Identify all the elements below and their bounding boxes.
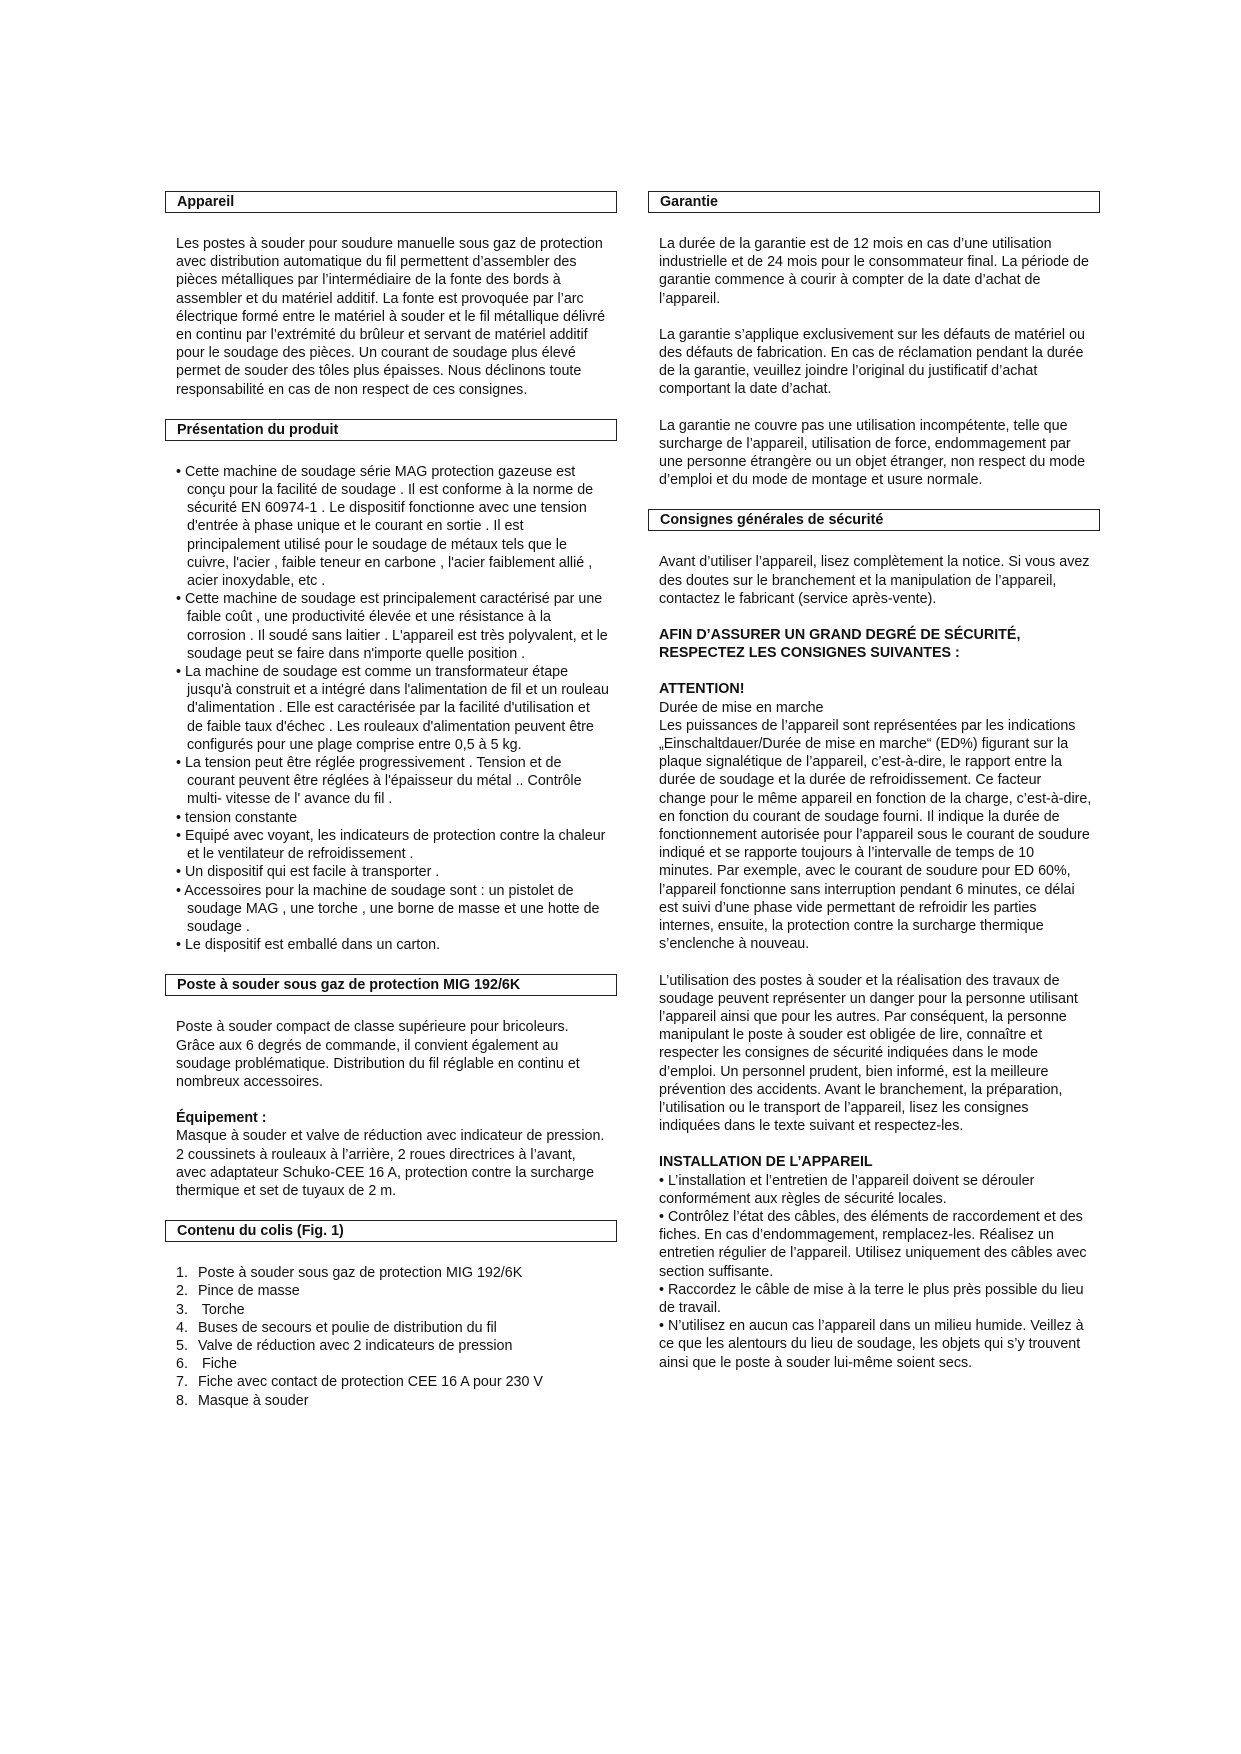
consignes-paragraph-1: Avant d’utiliser l’appareil, lisez complètement la notice. Si vous avez des doutes sur le branchement et la manipulation de l’appareil, contactez le fabricant (service après-vente). xyxy=(659,554,1090,607)
section-heading-contenu: Contenu du colis (Fig. 1) xyxy=(165,1220,617,1242)
list-item: 1. Poste à souder sous gaz de protection MIG 192/6K xyxy=(176,1265,523,1282)
consignes-paragraph-2: Les puissances de l’appareil sont représentées par les indications „Einschaltdauer/Durée de mise en marche“ (ED%) figurant sur la plaque signalétique de l’appareil, c’est-à-dire, le rapport entre la durée de soudage et la durée de refroidissement. Ce facteur change pour le même appareil en fonction de la charge, c’est-à-dire, en fonction du courant de soudage fourni. Il indique la durée de fonctionnement autorisée pour l’appareil sous le courant de soudure indiqué et se rapporte toujours à l’intervalle de temps de 10 minutes. Par exemple, avec le courant de soudure pour ED 60%, l’appareil fonctionne sans interruption pendant 6 minutes, ce délai est suivi d’une phase vide permettant de refroidir les parties internes, ensuite, la protection contre la surcharge thermique s’enclenche à nouveau. xyxy=(659,717,1092,953)
list-item: • Raccordez le câble de mise à la terre le plus près possible du lieu de travail. xyxy=(659,1281,1084,1316)
garantie-paragraph-1: La durée de la garantie est de 12 mois en cas d’une utilisation industrielle et de 24 mois pour le consommateur final. La période de garantie commence à courir à compter de la date d’achat de l’appareil. xyxy=(659,236,1089,307)
list-item: • La tension peut être réglée progressivement . Tension et de courant peuvent être réglées à l'épaisseur du métal .. Contrôle multi- vitesse de l' avance du fil . xyxy=(176,755,582,808)
list-item: • Le dispositif est emballé dans un carton. xyxy=(176,937,441,954)
consignes-paragraph-3: L’utilisation des postes à souder et la réalisation des travaux de soudage peuvent représenter un danger pour la personne utilisant l’appareil ainsi que pour les autres. Par conséquent, la personne manipulant le poste à souder est obligée de lire, connaître et respecter les consignes de sécurité indiquées dans le mode d’emploi. Un personnel prudent, bien informé, est la meilleure prévention des accidents. Avant le branchement, la préparation, l’utilisation ou le transport de l’appareil, lisez les consignes indiquées dans le texte suivant et respectez-les. xyxy=(659,972,1078,1135)
list-item: • tension constante xyxy=(176,809,298,826)
equipment-label: Équipement : xyxy=(176,1110,267,1127)
list-item: 7. Fiche avec contact de protection CEE 16 A pour 230 V xyxy=(176,1374,543,1391)
list-item: • Un dispositif qui est facile à transporter . xyxy=(176,864,440,881)
list-item: • N’utilisez en aucun cas l’appareil dans un milieu humide. Veillez à ce que les alentours du lieu de soudage, les objets qui s’y trouvent ainsi que le poste à souder lui-même soient secs. xyxy=(659,1318,1084,1371)
installation-heading: INSTALLATION DE L’APPAREIL xyxy=(659,1154,873,1171)
duree-subheading: Durée de mise en marche xyxy=(659,699,824,716)
section-heading-presentation: Présentation du produit xyxy=(165,419,617,441)
list-item: 4. Buses de secours et poulie de distribution du fil xyxy=(176,1319,497,1336)
list-item: 3. Torche xyxy=(176,1301,245,1318)
list-item: 5. Valve de réduction avec 2 indicateurs de pression xyxy=(176,1337,513,1354)
safety-warning: AFIN D’ASSURER UN GRAND DEGRÉ DE SÉCURITÉ, RESPECTEZ LES CONSIGNES SUIVANTES : xyxy=(659,627,1021,662)
list-item: • L’installation et l’entretien de l’appareil doivent se dérouler conformément aux règles de sécurité locales. xyxy=(659,1172,1035,1207)
appareil-paragraph: Les postes à souder pour soudure manuelle sous gaz de protection avec distribution automatique du fil permettent d’assembler des pièces métalliques par l’intermédiaire de la fonte des bords à assembler et du matériel additif. La fonte est provoquée par l’arc électrique formé entre le matériel à souder et le fil métallique délivré en continu par l’extrémité du brûleur et servant de matériel additif pour le soudage des pièces. Un courant de soudage plus élevé permet de souder des tôles plus épaisses. Nous déclinons toute responsabilité en cas de non respect de ces consignes. xyxy=(176,236,606,398)
garantie-paragraph-2: La garantie s’applique exclusivement sur les défauts de matériel ou des défauts de fabrication. En cas de réclamation pendant la durée de la garantie, veuillez joindre l’original du justificatif d’achat comportant la date d’achat. xyxy=(659,326,1085,398)
list-item: • Equipé avec voyant, les indicateurs de protection contre la chaleur et le ventilateur de refroidissement . xyxy=(176,827,606,863)
contents-list xyxy=(176,1264,609,1410)
list-item: 6. Fiche xyxy=(176,1356,237,1373)
section-body-garantie xyxy=(648,235,1100,489)
section-body-appareil xyxy=(165,235,617,399)
section-heading-garantie: Garantie xyxy=(648,191,1100,213)
section-heading-appareil: Appareil xyxy=(165,191,617,213)
list-item: • Accessoires pour la machine de soudage sont : un pistolet de soudage MAG , une torche , une borne de masse et une hotte de soudage . xyxy=(176,882,600,935)
list-item: • Cette machine de soudage est principalement caractérisé par une faible coût , une productivité élevée et une résistance à la corrosion . Il soudé sans laitier . L'appareil est très polyvalent, et le soudage peut se faire dans n'importe quelle position . xyxy=(176,591,608,662)
garantie-paragraph-3: La garantie ne couvre pas une utilisation incompétente, telle que surcharge de l’appareil, utilisation de force, endommagement par une personne étrangère ou un objet étranger, non respect du mode d’emploi et du mode de montage et usure normale. xyxy=(659,417,1086,489)
left-column xyxy=(165,191,617,1410)
section-heading-poste: Poste à souder sous gaz de protection MIG 192/6K xyxy=(165,974,617,996)
list-item: 2. Pince de masse xyxy=(176,1283,300,1300)
section-heading-consignes: Consignes générales de sécurité xyxy=(648,509,1100,531)
list-item: • Contrôlez l’état des câbles, des éléments de raccordement et des fiches. En cas d’endommagement, remplacez-les. Réalisez un entretien régulier de l’appareil. Utilisez uniquement des câbles avec section suffisante. xyxy=(659,1208,1087,1280)
section-body-consignes xyxy=(648,553,1100,1371)
poste-paragraph: Poste à souder compact de classe supérieure pour bricoleurs. Grâce aux 6 degrés de commande, il convient également au soudage problématique. Distribution du fil réglable en continu et nombreux accessoires. xyxy=(176,1019,580,1090)
section-body-poste xyxy=(165,1018,617,1200)
list-item: • Cette machine de soudage série MAG protection gazeuse est conçu pour la facilité de soudage . Il est conforme à la norme de sécurité EN 60974-1 . Le dispositif fonctionne avec une tension d'entrée à phase unique et le courant en sortie . Il est principalement utilisé pour le soudage de métaux tels que le cuivre, l'acier , faible teneur en carbone , l'acier faiblement allié , acier inoxydable, etc . xyxy=(176,463,594,590)
equipment-paragraph: Masque à souder et valve de réduction avec indicateur de pression. 2 coussinets à rouleaux à l’arrière, 2 roues directrices à l’avant, avec adaptateur Schuko-CEE 16 A, protection contre la surcharge thermique et set de tuyaux de 2 m. xyxy=(176,1128,605,1199)
presentation-bullet-list xyxy=(176,463,609,954)
list-item: 8. Masque à souder xyxy=(176,1392,309,1409)
attention-heading: ATTENTION! xyxy=(659,681,745,698)
section-body-contenu xyxy=(165,1264,617,1410)
right-column xyxy=(648,191,1100,1372)
list-item: • La machine de soudage est comme un transformateur étape jusqu'à construit et a intégré dans l'alimentation de fil et un rouleau d'alimentation . Elle est caractérisée par la facilité d'utilisation et de faible taux d'échec . Les rouleaux d'alimentation peuvent être configurés pour une plage comprise entre 0,5 à 5 kg. xyxy=(176,664,609,753)
section-body-presentation xyxy=(165,463,617,954)
